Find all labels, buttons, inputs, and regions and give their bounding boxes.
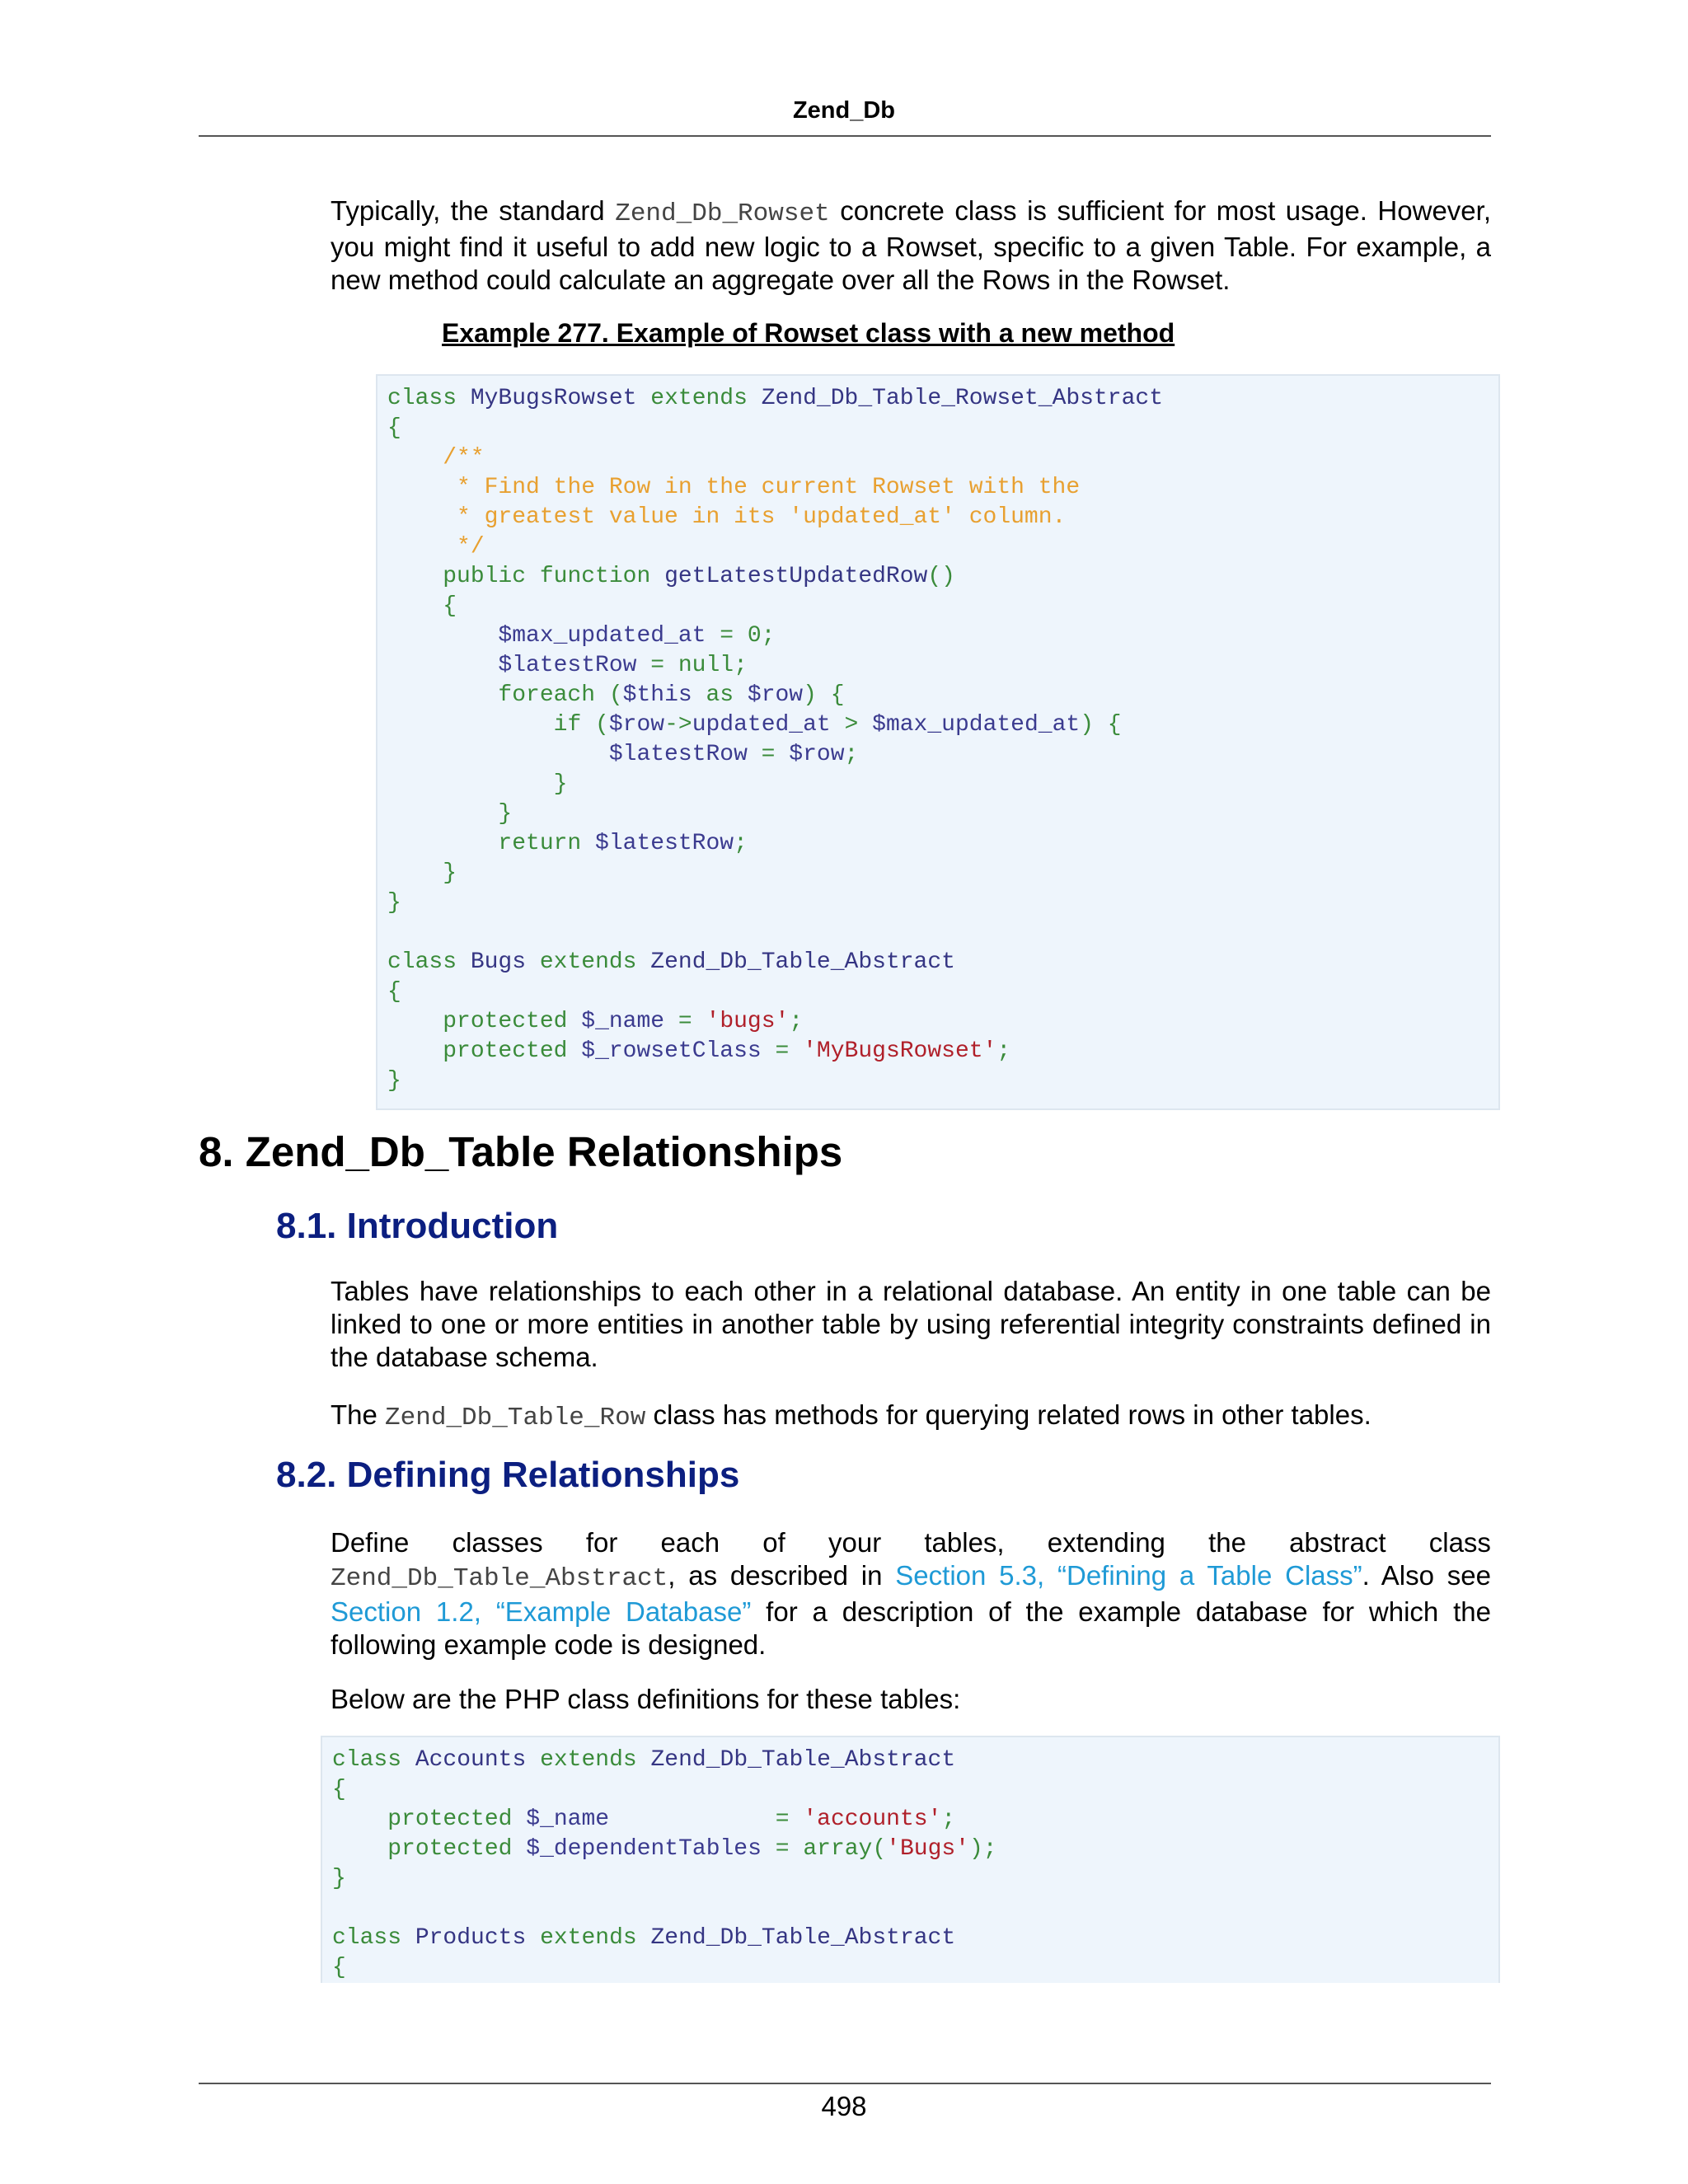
page-number: 498 [821,2091,867,2121]
table-abstract-code: Zend_Db_Table_Abstract [331,1564,668,1593]
header-rule [199,135,1491,137]
link-section-1-2[interactable]: Section 1.2, “Example Database” [331,1596,752,1627]
php-definitions-paragraph: Below are the PHP class definitions for these tables: [331,1684,961,1714]
introduction-paragraph: Tables have relationships to each other in a relational database. An entity in one table can be linked to one or more entities in another table by using referential integrity constraints defined in the database schema. [331,1276,1491,1372]
link-section-5-3[interactable]: Section 5.3, “Defining a Table Class” [895,1560,1362,1591]
justified-first-line: Define classes for each of your tables, extending the abstract class [331,1527,1491,1558]
example-title: Example 277. Example of Rowset class with a new method [442,318,1175,348]
section-8-heading: 8. Zend_Db_Table Relationships [199,1128,843,1175]
code-block-relationships: class Accounts extends Zend_Db_Table_Abstract { protected $_name = 'accounts'; protected $_dependentTables = array('Bugs'); } class Products extends Zend_Db_Table_Abstract { [321,1736,1500,1983]
intro-paragraph: Typically, the standard Zend_Db_Rowset concrete class is sufficient for most usage. However, you might find it useful to add new logic to a Rowset, specific to a given Table. For example, a new method could calculate an aggregate over all the Rows in the Rowset. [331,195,1491,295]
section-8-2-heading: 8.2. Defining Relationships [276,1455,740,1495]
defining-relationships-paragraph: Define classes for each of your tables, extending the abstract class Zend_Db_Table_Abstract, as described in Section 5.3, “Defining a Table Class”. Also see Section 1.2, “Example Database” for a description of the example database for which the following example code is designed. [331,1527,1491,1660]
code-block-rowset: class MyBugsRowset extends Zend_Db_Table_Rowset_Abstract { /** * Find the Row in the current Rowset with the * greatest value in its 'updated_at' column. */ public function getLatestUpdatedRow() { $max_updated_at = 0; $latestRow = null; foreach ($this as $row) { if ($row->updated_at > $max_updated_at) { $latestRow = $row; } } return $latestRow; } } class Bugs extends Zend_Db_Table_Abstract { protected $_name = 'bugs'; protected $_rowsetClass = 'MyBugsRowset'; } [376,374,1500,1110]
page-header-title: Zend_Db [792,97,896,124]
section-8-1-heading: 8.1. Introduction [276,1206,559,1246]
row-class-code: Zend_Db_Table_Row [385,1404,646,1432]
row-class-paragraph: The Zend_Db_Table_Row class has methods for querying related rows in other tables. [331,1399,1372,1432]
class-name-code: Zend_Db_Rowset [615,199,830,228]
footer-rule [199,2083,1491,2084]
